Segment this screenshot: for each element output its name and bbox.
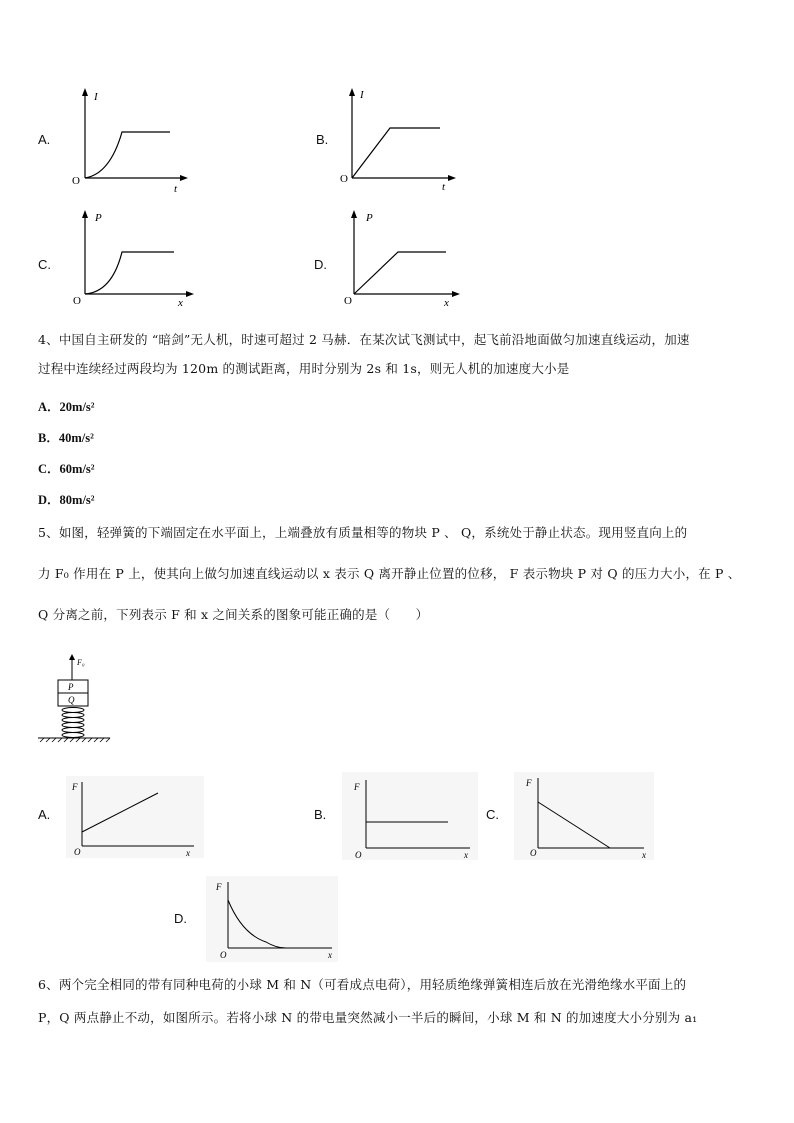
origin-label: O (220, 950, 227, 960)
x-label: x (444, 297, 449, 309)
q4-option-a: A．20m/s² (38, 400, 95, 414)
q5-line-3: Q 分离之前，下列表示 F 和 x 之间关系的图象可能正确的是（ ） (38, 607, 429, 622)
x-label: t (442, 181, 446, 193)
origin-label: O (355, 850, 362, 860)
y-arrow (82, 210, 88, 218)
y-label: F (354, 782, 360, 792)
spring-blocks-figure (34, 652, 114, 747)
x-arrow (186, 291, 194, 297)
x-arrow (452, 291, 460, 297)
q4-option-c: C．60m/s² (38, 462, 95, 476)
origin-label: O (344, 295, 352, 307)
q5-option-label-d: D. (174, 911, 187, 926)
q5-graph-option-a (66, 776, 204, 858)
graph-bg (342, 772, 478, 860)
spring (62, 708, 84, 738)
option-label-a: A. (38, 132, 51, 147)
x-label: x (178, 297, 183, 309)
graph-option-a (70, 86, 190, 194)
origin-label: O (530, 848, 537, 858)
ground-hatch (40, 738, 110, 742)
force-arrow (69, 654, 75, 660)
q6-line-1: 6、两个完全相同的带有同种电荷的小球 M 和 N（可看成点电荷），用轻质绝缘弹簧相连后放在光滑绝缘水平面上的 (38, 977, 687, 992)
graph-option-c (70, 206, 198, 310)
force-label: F₀ (77, 658, 85, 667)
y-arrow (351, 210, 357, 218)
option-label-b: B. (316, 132, 329, 147)
q4-line-1: 4、中国自主研发的 “暗剑”无人机，时速可超过 2 马赫．在某次试飞测试中，起飞前沿地面做匀加速直线运动，加速 (38, 332, 690, 347)
curve (85, 252, 174, 294)
origin-label: O (340, 173, 348, 185)
q5-option-label-a: A. (38, 807, 51, 822)
x-label: x (328, 950, 332, 960)
x-label: x (464, 850, 468, 860)
curve (352, 128, 440, 178)
y-label: F (526, 778, 532, 788)
q5-option-label-c: C. (486, 807, 499, 822)
graph-bg (514, 772, 654, 860)
y-label: I (94, 91, 98, 103)
q4-line-2: 过程中连续经过两段均为 120m 的测试距离，用时分别为 2s 和 1s，则无人机的加速度大小是 (38, 361, 570, 376)
y-label: P (95, 212, 102, 224)
origin-label: O (72, 175, 80, 187)
x-arrow (180, 175, 188, 181)
origin-label: O (73, 295, 81, 307)
q5-option-label-b: B. (314, 807, 327, 822)
x-label: x (642, 850, 646, 860)
graph-option-b (340, 86, 460, 194)
x-arrow (448, 175, 456, 181)
q5-line-2: 力 F₀ 作用在 P 上，使其向上做匀加速直线运动以 x 表示 Q 离开静止位置的位移， F 表示物块 P 对 Q 的压力大小，在 P 、 (38, 566, 741, 581)
x-label: x (186, 848, 190, 858)
y-label: F (216, 882, 222, 892)
curve (85, 132, 170, 178)
y-label: P (366, 212, 373, 224)
q4-option-d: D．80m/s² (38, 493, 95, 507)
q5-graph-option-d (206, 876, 338, 962)
option-label-c: C. (38, 257, 51, 272)
option-label-d: D. (314, 257, 327, 272)
origin-label: O (74, 847, 81, 857)
y-arrow (82, 88, 88, 96)
q6-line-2: P，Q 两点静止不动，如图所示。若将小球 N 的带电量突然减小一半后的瞬间，小球 M 和 N 的加速度大小分别为 a₁ (38, 1010, 698, 1025)
y-label: I (360, 89, 364, 101)
y-arrow (349, 88, 355, 96)
x-label: t (174, 183, 178, 194)
q5-line-1: 5、如图，轻弹簧的下端固定在水平面上，上端叠放有质量相等的物块 P 、 Q，系统处于静止状态。现用竖直向上的 (38, 525, 688, 540)
block-q-label: Q (68, 695, 75, 705)
q4-option-b: B．40m/s² (38, 431, 94, 445)
q5-graph-option-c (514, 772, 654, 860)
curve (354, 252, 446, 294)
y-label: F (72, 782, 78, 792)
block-p-label: P (68, 682, 74, 692)
q5-graph-option-b (342, 772, 478, 860)
graph-option-d (342, 206, 464, 310)
